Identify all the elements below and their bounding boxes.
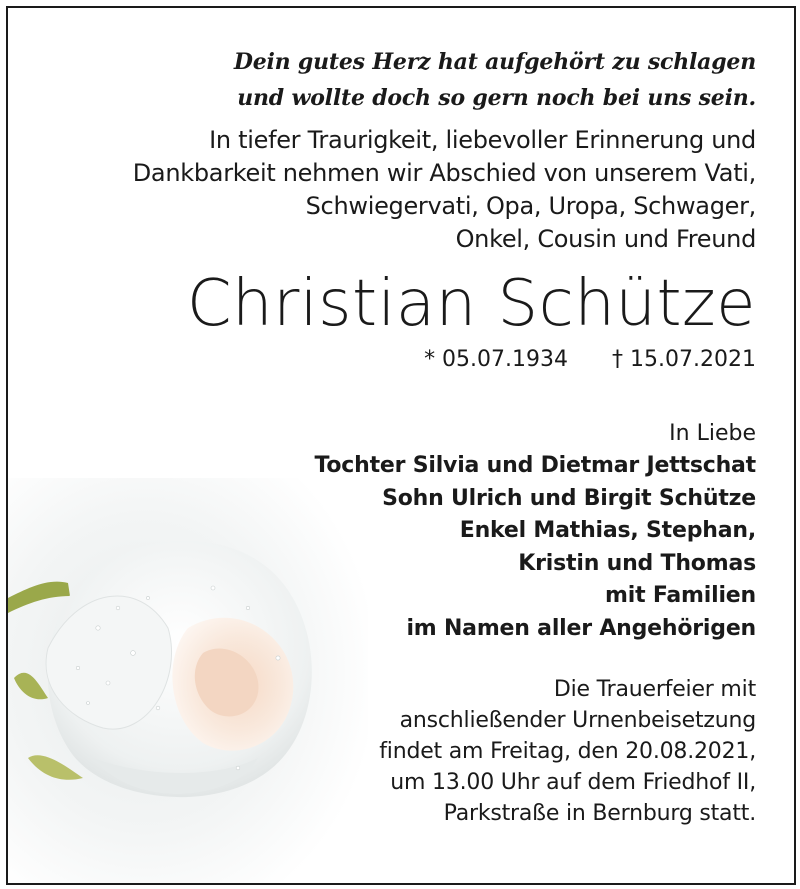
mourner-line: mit Familien — [605, 583, 756, 609]
mourners-intro: In Liebe — [669, 421, 756, 446]
deceased-name: Christian Schütze — [186, 267, 756, 341]
mourner-line: Enkel Mathias, Stephan, — [459, 518, 756, 544]
mourners-list — [36, 450, 756, 646]
birth-date: * 05.07.1934 — [424, 347, 569, 372]
service-line: findet am Freitag, den 20.08.2021, — [379, 738, 756, 764]
obituary-text — [36, 44, 756, 829]
obituary-frame — [6, 6, 796, 885]
intro-line: In tiefer Traurigkeit, liebevoller Erinnerung und — [209, 126, 756, 154]
intro-line: Schwiegervati, Opa, Uropa, Schwager, — [305, 192, 756, 220]
motto — [36, 44, 756, 116]
funeral-service-info — [36, 674, 756, 829]
death-date: † 15.07.2021 — [612, 347, 756, 372]
motto-line: und wollte doch so gern noch bei uns sein. — [237, 85, 756, 111]
mourner-line: Kristin und Thomas — [518, 550, 756, 576]
service-line: anschließender Urnenbeisetzung — [399, 707, 756, 733]
service-line: Parkstraße in Bernburg statt. — [443, 800, 756, 826]
motto-line: Dein gutes Herz hat aufgehört zu schlagen — [233, 49, 756, 75]
service-line: um 13.00 Uhr auf dem Friedhof II, — [390, 769, 756, 795]
mourner-line: Sohn Ulrich und Birgit Schütze — [382, 485, 756, 511]
mourner-line: Tochter Silvia und Dietmar Jettschat — [314, 453, 756, 478]
intro-line: Dankbarkeit nehmen wir Abschied von unserem Vati, — [132, 159, 756, 187]
mourner-line: im Namen aller Angehörigen — [406, 615, 756, 641]
life-dates — [36, 344, 756, 376]
intro-text — [36, 124, 756, 256]
service-line: Die Trauerfeier mit — [553, 676, 756, 702]
intro-line: Onkel, Cousin und Freund — [455, 225, 756, 253]
